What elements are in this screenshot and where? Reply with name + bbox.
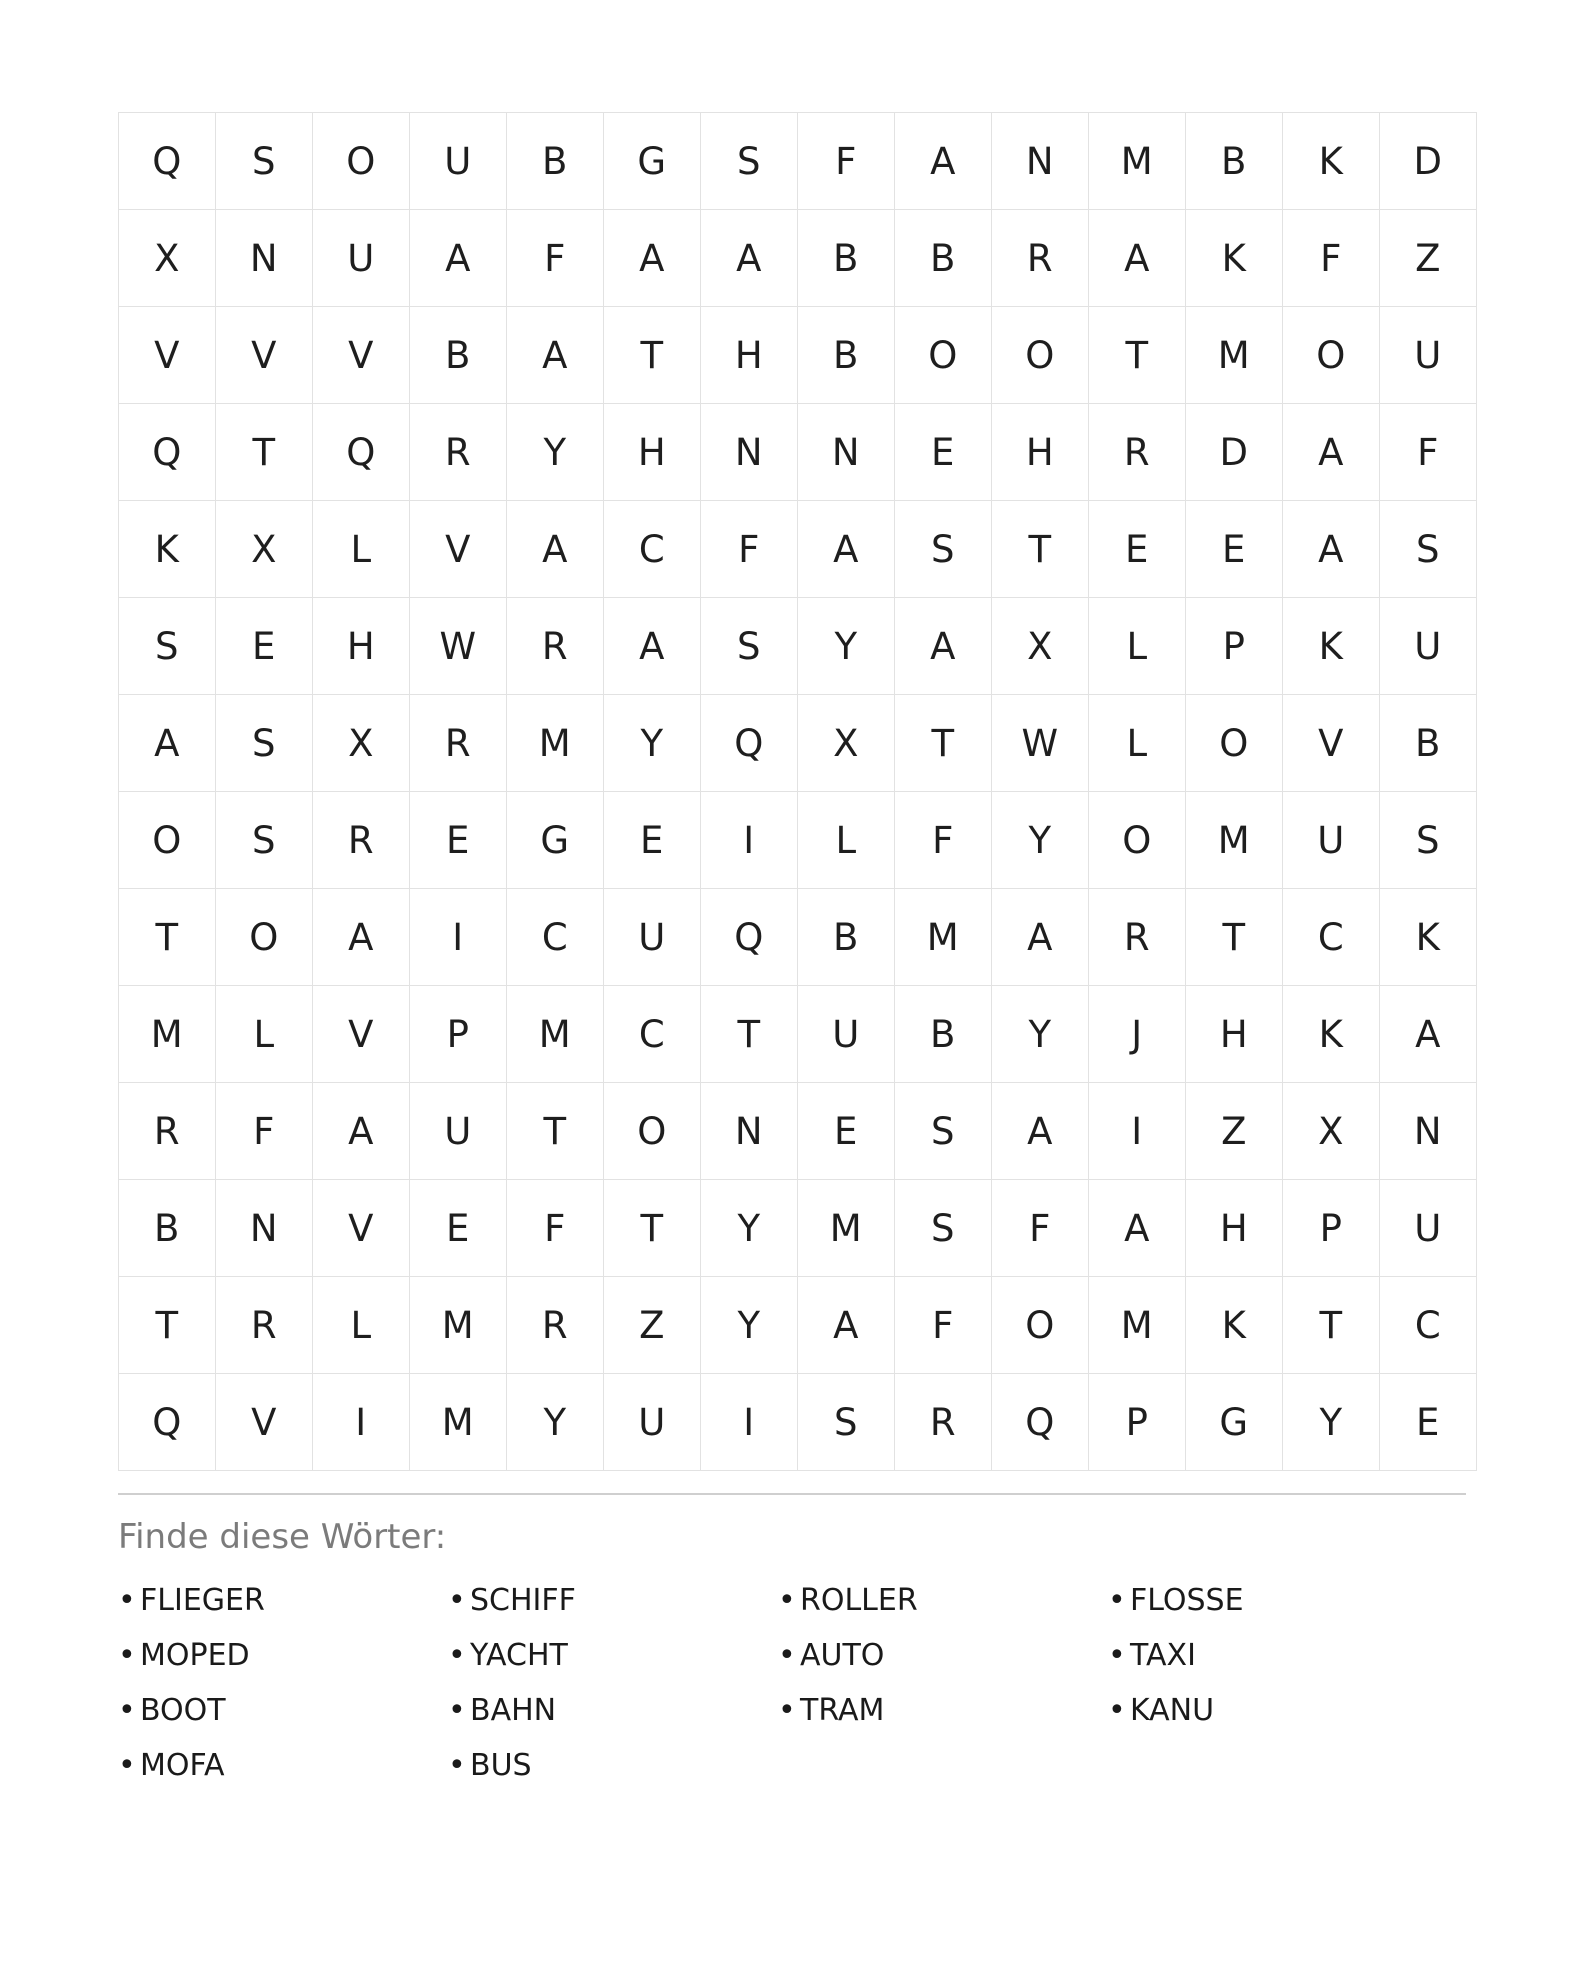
grid-cell[interactable]: S	[1380, 792, 1477, 889]
word-list-item[interactable]	[448, 1683, 778, 1738]
grid-cell[interactable]: A	[1283, 404, 1380, 501]
grid-cell[interactable]: R	[507, 598, 604, 695]
bullet-icon: •	[1108, 1638, 1126, 1673]
grid-cell[interactable]: T	[895, 695, 992, 792]
word-label: BOOT	[140, 1693, 226, 1728]
word-label: MOFA	[140, 1748, 225, 1783]
grid-cell[interactable]: B	[895, 986, 992, 1083]
grid-cell[interactable]: D	[1186, 404, 1283, 501]
grid-cell[interactable]: F	[507, 210, 604, 307]
grid-row	[119, 210, 1477, 307]
grid-cell[interactable]: T	[604, 1180, 701, 1277]
grid-cell[interactable]: W	[992, 695, 1089, 792]
grid-cell[interactable]: T	[1089, 307, 1186, 404]
grid-cell[interactable]: A	[895, 113, 992, 210]
word-column	[1108, 1573, 1438, 1793]
grid-cell[interactable]: A	[798, 501, 895, 598]
word-list-item[interactable]	[1108, 1573, 1438, 1628]
grid-cell[interactable]: Q	[119, 1374, 216, 1471]
word-list-item[interactable]	[448, 1628, 778, 1683]
grid-cell[interactable]: T	[216, 404, 313, 501]
grid-cell[interactable]: O	[119, 792, 216, 889]
grid-cell[interactable]: O	[992, 1277, 1089, 1374]
grid-cell[interactable]: V	[313, 986, 410, 1083]
grid-cell[interactable]: I	[313, 1374, 410, 1471]
grid-cell[interactable]: Z	[604, 1277, 701, 1374]
grid-row	[119, 889, 1477, 986]
grid-cell[interactable]: V	[313, 307, 410, 404]
grid-cell[interactable]: H	[701, 307, 798, 404]
grid-cell[interactable]: B	[895, 210, 992, 307]
grid-cell[interactable]: Q	[119, 404, 216, 501]
grid-cell[interactable]: A	[604, 598, 701, 695]
grid-cell[interactable]: Y	[798, 598, 895, 695]
grid-cell[interactable]: A	[1089, 210, 1186, 307]
word-list-item[interactable]	[118, 1573, 448, 1628]
word-label: MOPED	[140, 1638, 250, 1673]
grid-cell[interactable]: O	[216, 889, 313, 986]
grid-cell[interactable]: L	[798, 792, 895, 889]
word-label: TRAM	[800, 1693, 885, 1728]
word-search-sheet	[118, 112, 1466, 1793]
grid-cell[interactable]: U	[1380, 1180, 1477, 1277]
grid-cell[interactable]: M	[1186, 792, 1283, 889]
grid-cell[interactable]: U	[410, 113, 507, 210]
grid-cell[interactable]: T	[507, 1083, 604, 1180]
grid-cell[interactable]: T	[701, 986, 798, 1083]
grid-cell[interactable]: R	[410, 695, 507, 792]
word-label: KANU	[1130, 1693, 1215, 1728]
grid-cell[interactable]: S	[895, 501, 992, 598]
grid-cell[interactable]: Y	[992, 986, 1089, 1083]
bullet-icon: •	[778, 1638, 796, 1673]
bullet-icon: •	[448, 1693, 466, 1728]
grid-cell[interactable]: E	[604, 792, 701, 889]
word-list-item[interactable]	[448, 1573, 778, 1628]
grid-cell[interactable]: A	[992, 1083, 1089, 1180]
grid-cell[interactable]: R	[119, 1083, 216, 1180]
grid-cell[interactable]: M	[1089, 1277, 1186, 1374]
grid-cell[interactable]: F	[507, 1180, 604, 1277]
grid-cell[interactable]: K	[119, 501, 216, 598]
grid-cell[interactable]: U	[798, 986, 895, 1083]
grid-cell[interactable]: U	[1283, 792, 1380, 889]
grid-row	[119, 113, 1477, 210]
grid-cell[interactable]: S	[701, 598, 798, 695]
grid-cell[interactable]: Q	[119, 113, 216, 210]
grid-cell[interactable]: O	[604, 1083, 701, 1180]
grid-cell[interactable]: S	[216, 695, 313, 792]
grid-cell[interactable]: A	[1089, 1180, 1186, 1277]
grid-cell[interactable]: E	[216, 598, 313, 695]
grid-cell[interactable]: T	[1283, 1277, 1380, 1374]
grid-cell[interactable]: T	[604, 307, 701, 404]
grid-cell[interactable]: F	[701, 501, 798, 598]
word-list-item[interactable]	[448, 1738, 778, 1793]
section-divider	[118, 1493, 1466, 1495]
grid-cell[interactable]: F	[798, 113, 895, 210]
grid-cell[interactable]: S	[216, 113, 313, 210]
grid-cell[interactable]: M	[119, 986, 216, 1083]
grid-cell[interactable]: M	[410, 1277, 507, 1374]
grid-cell[interactable]: V	[313, 1180, 410, 1277]
grid-cell[interactable]: A	[701, 210, 798, 307]
grid-cell[interactable]: N	[216, 210, 313, 307]
word-list-item[interactable]	[778, 1573, 1108, 1628]
grid-cell[interactable]: G	[604, 113, 701, 210]
grid-cell[interactable]: P	[1089, 1374, 1186, 1471]
grid-cell[interactable]: Q	[701, 695, 798, 792]
grid-cell[interactable]: L	[313, 501, 410, 598]
grid-cell[interactable]: L	[313, 1277, 410, 1374]
word-label: BUS	[470, 1748, 532, 1783]
word-column	[448, 1573, 778, 1793]
grid-cell[interactable]: X	[313, 695, 410, 792]
grid-cell[interactable]: Y	[507, 404, 604, 501]
grid-row	[119, 404, 1477, 501]
word-label: FLIEGER	[140, 1583, 265, 1618]
grid-cell[interactable]: B	[1186, 113, 1283, 210]
word-list-item[interactable]	[778, 1628, 1108, 1683]
grid-cell[interactable]: U	[604, 1374, 701, 1471]
grid-cell[interactable]: O	[992, 307, 1089, 404]
word-list-item[interactable]	[778, 1683, 1108, 1738]
bullet-icon: •	[1108, 1693, 1126, 1728]
grid-cell[interactable]: R	[992, 210, 1089, 307]
grid-cell[interactable]: W	[410, 598, 507, 695]
grid-cell[interactable]: E	[1380, 1374, 1477, 1471]
word-list-item[interactable]	[118, 1628, 448, 1683]
grid-cell[interactable]: Z	[1186, 1083, 1283, 1180]
grid-row	[119, 1277, 1477, 1374]
grid-cell[interactable]: A	[410, 210, 507, 307]
grid-cell[interactable]: B	[410, 307, 507, 404]
grid-cell[interactable]: P	[1283, 1180, 1380, 1277]
grid-row	[119, 1083, 1477, 1180]
grid-cell[interactable]: Y	[604, 695, 701, 792]
word-label: ROLLER	[800, 1583, 918, 1618]
grid-cell[interactable]: M	[798, 1180, 895, 1277]
grid-cell[interactable]: A	[313, 1083, 410, 1180]
grid-cell[interactable]: B	[798, 307, 895, 404]
grid-cell[interactable]: N	[992, 113, 1089, 210]
bullet-icon: •	[448, 1638, 466, 1673]
grid-row	[119, 792, 1477, 889]
grid-cell[interactable]: O	[1283, 307, 1380, 404]
grid-cell[interactable]: F	[216, 1083, 313, 1180]
grid-cell[interactable]: M	[410, 1374, 507, 1471]
grid-cell[interactable]: R	[313, 792, 410, 889]
grid-cell[interactable]: M	[507, 986, 604, 1083]
grid-cell[interactable]: O	[895, 307, 992, 404]
grid-cell[interactable]: N	[216, 1180, 313, 1277]
grid-row	[119, 1374, 1477, 1471]
grid-cell[interactable]: A	[507, 307, 604, 404]
bullet-icon: •	[778, 1583, 796, 1618]
grid-cell[interactable]: Q	[701, 889, 798, 986]
grid-cell[interactable]: M	[895, 889, 992, 986]
grid-cell[interactable]: O	[1186, 695, 1283, 792]
grid-cell[interactable]: G	[507, 792, 604, 889]
grid-cell[interactable]: N	[798, 404, 895, 501]
grid-cell[interactable]: I	[701, 792, 798, 889]
grid-cell[interactable]: S	[701, 113, 798, 210]
grid-cell[interactable]: O	[1089, 792, 1186, 889]
grid-cell[interactable]: M	[1186, 307, 1283, 404]
grid-cell[interactable]: S	[895, 1180, 992, 1277]
grid-cell[interactable]: C	[507, 889, 604, 986]
grid-cell[interactable]: Y	[701, 1180, 798, 1277]
bullet-icon: •	[118, 1748, 136, 1783]
grid-cell[interactable]: F	[1380, 404, 1477, 501]
grid-cell[interactable]: K	[1186, 210, 1283, 307]
bullet-icon: •	[118, 1693, 136, 1728]
grid-row	[119, 695, 1477, 792]
grid-cell[interactable]: A	[604, 210, 701, 307]
grid-cell[interactable]: U	[1380, 598, 1477, 695]
bullet-icon: •	[778, 1693, 796, 1728]
grid-cell[interactable]: A	[119, 695, 216, 792]
grid-cell[interactable]: B	[798, 210, 895, 307]
grid-cell[interactable]: V	[1283, 695, 1380, 792]
grid-cell[interactable]: H	[604, 404, 701, 501]
grid-cell[interactable]: X	[798, 695, 895, 792]
grid-cell[interactable]: N	[1380, 1083, 1477, 1180]
grid-cell[interactable]: Z	[1380, 210, 1477, 307]
grid-cell[interactable]: C	[604, 501, 701, 598]
grid-cell[interactable]: C	[1380, 1277, 1477, 1374]
grid-cell[interactable]: V	[216, 1374, 313, 1471]
grid-cell[interactable]: X	[216, 501, 313, 598]
word-list-item[interactable]	[1108, 1628, 1438, 1683]
grid-cell[interactable]: C	[604, 986, 701, 1083]
grid-cell[interactable]: R	[1089, 889, 1186, 986]
grid-row	[119, 307, 1477, 404]
grid-cell[interactable]: H	[1186, 986, 1283, 1083]
grid-row	[119, 986, 1477, 1083]
grid-cell[interactable]: T	[119, 889, 216, 986]
grid-cell[interactable]: H	[1186, 1180, 1283, 1277]
grid-cell[interactable]: M	[1089, 113, 1186, 210]
bullet-icon: •	[448, 1583, 466, 1618]
grid-cell[interactable]: E	[1089, 501, 1186, 598]
grid-cell[interactable]: L	[1089, 598, 1186, 695]
bullet-icon: •	[1108, 1583, 1126, 1618]
grid-cell[interactable]: G	[1186, 1374, 1283, 1471]
word-label: AUTO	[800, 1638, 885, 1673]
grid-cell[interactable]: A	[507, 501, 604, 598]
word-label: BAHN	[470, 1693, 557, 1728]
grid-cell[interactable]: P	[410, 986, 507, 1083]
grid-cell[interactable]: C	[1283, 889, 1380, 986]
grid-cell[interactable]: N	[701, 404, 798, 501]
word-list-item[interactable]	[118, 1683, 448, 1738]
grid-cell[interactable]: B	[507, 113, 604, 210]
grid-cell[interactable]: L	[1089, 695, 1186, 792]
grid-cell[interactable]: F	[992, 1180, 1089, 1277]
wordlist-title: Finde diese Wörter:	[118, 1517, 447, 1557]
grid-cell[interactable]: B	[798, 889, 895, 986]
grid-cell[interactable]: K	[1380, 889, 1477, 986]
grid-cell[interactable]: E	[798, 1083, 895, 1180]
grid-cell[interactable]: F	[1283, 210, 1380, 307]
grid-row	[119, 598, 1477, 695]
grid-cell[interactable]: X	[119, 210, 216, 307]
grid-cell[interactable]: U	[1380, 307, 1477, 404]
grid-cell[interactable]: S	[1380, 501, 1477, 598]
grid-cell[interactable]: V	[119, 307, 216, 404]
grid-cell[interactable]: Y	[507, 1374, 604, 1471]
word-label: YACHT	[470, 1638, 568, 1673]
bullet-icon: •	[448, 1748, 466, 1783]
word-label: TAXI	[1130, 1638, 1196, 1673]
grid-cell[interactable]: K	[1283, 986, 1380, 1083]
grid-cell[interactable]: B	[119, 1180, 216, 1277]
grid-cell[interactable]: A	[313, 889, 410, 986]
grid-cell[interactable]: R	[507, 1277, 604, 1374]
bullet-icon: •	[118, 1638, 136, 1673]
grid-cell[interactable]: X	[992, 598, 1089, 695]
grid-cell[interactable]: I	[701, 1374, 798, 1471]
grid-cell[interactable]: J	[1089, 986, 1186, 1083]
grid-cell[interactable]: R	[216, 1277, 313, 1374]
grid-cell[interactable]: S	[216, 792, 313, 889]
grid-cell[interactable]: T	[1186, 889, 1283, 986]
word-column	[118, 1573, 448, 1793]
grid-cell[interactable]: H	[992, 404, 1089, 501]
grid-cell[interactable]: E	[410, 1180, 507, 1277]
grid-row	[119, 501, 1477, 598]
grid-cell[interactable]: P	[1186, 598, 1283, 695]
grid-cell[interactable]: E	[1186, 501, 1283, 598]
grid-cell[interactable]: K	[1283, 598, 1380, 695]
grid-cell[interactable]: D	[1380, 113, 1477, 210]
grid-cell[interactable]: T	[119, 1277, 216, 1374]
grid-cell[interactable]: R	[895, 1374, 992, 1471]
letter-grid	[118, 112, 1477, 1471]
grid-cell[interactable]: O	[313, 113, 410, 210]
grid-cell[interactable]: R	[1089, 404, 1186, 501]
grid-cell[interactable]: K	[1186, 1277, 1283, 1374]
grid-cell[interactable]: X	[1283, 1083, 1380, 1180]
word-column	[778, 1573, 1108, 1793]
grid-cell[interactable]: V	[216, 307, 313, 404]
grid-cell[interactable]: H	[313, 598, 410, 695]
grid-cell[interactable]: Q	[313, 404, 410, 501]
grid-cell[interactable]: U	[604, 889, 701, 986]
grid-cell[interactable]: U	[313, 210, 410, 307]
grid-cell[interactable]: S	[119, 598, 216, 695]
grid-cell[interactable]: E	[895, 404, 992, 501]
grid-cell[interactable]: Q	[992, 1374, 1089, 1471]
grid-cell[interactable]: A	[1380, 986, 1477, 1083]
bullet-icon: •	[118, 1583, 136, 1618]
grid-cell[interactable]: K	[1283, 113, 1380, 210]
grid-cell[interactable]: F	[895, 792, 992, 889]
grid-cell[interactable]: I	[410, 889, 507, 986]
grid-row	[119, 1180, 1477, 1277]
grid-cell[interactable]: T	[992, 501, 1089, 598]
grid-cell[interactable]: S	[798, 1374, 895, 1471]
grid-cell[interactable]: A	[895, 598, 992, 695]
grid-cell[interactable]: A	[798, 1277, 895, 1374]
grid-cell[interactable]: M	[507, 695, 604, 792]
grid-cell[interactable]: F	[895, 1277, 992, 1374]
word-label: FLOSSE	[1130, 1583, 1244, 1618]
grid-cell[interactable]: I	[1089, 1083, 1186, 1180]
grid-cell[interactable]: L	[216, 986, 313, 1083]
grid-cell[interactable]: E	[410, 792, 507, 889]
grid-cell[interactable]: A	[992, 889, 1089, 986]
grid-cell[interactable]: Y	[992, 792, 1089, 889]
word-label: SCHIFF	[470, 1583, 576, 1618]
grid-cell[interactable]: R	[410, 404, 507, 501]
grid-cell[interactable]: V	[410, 501, 507, 598]
word-list-item[interactable]	[1108, 1683, 1438, 1738]
grid-cell[interactable]: Y	[701, 1277, 798, 1374]
wordlist	[118, 1573, 1466, 1793]
word-list-item[interactable]	[118, 1738, 448, 1793]
grid-cell[interactable]: A	[1283, 501, 1380, 598]
grid-cell[interactable]: S	[895, 1083, 992, 1180]
grid-cell[interactable]: Y	[1283, 1374, 1380, 1471]
grid-cell[interactable]: U	[410, 1083, 507, 1180]
grid-cell[interactable]: B	[1380, 695, 1477, 792]
grid-cell[interactable]: N	[701, 1083, 798, 1180]
